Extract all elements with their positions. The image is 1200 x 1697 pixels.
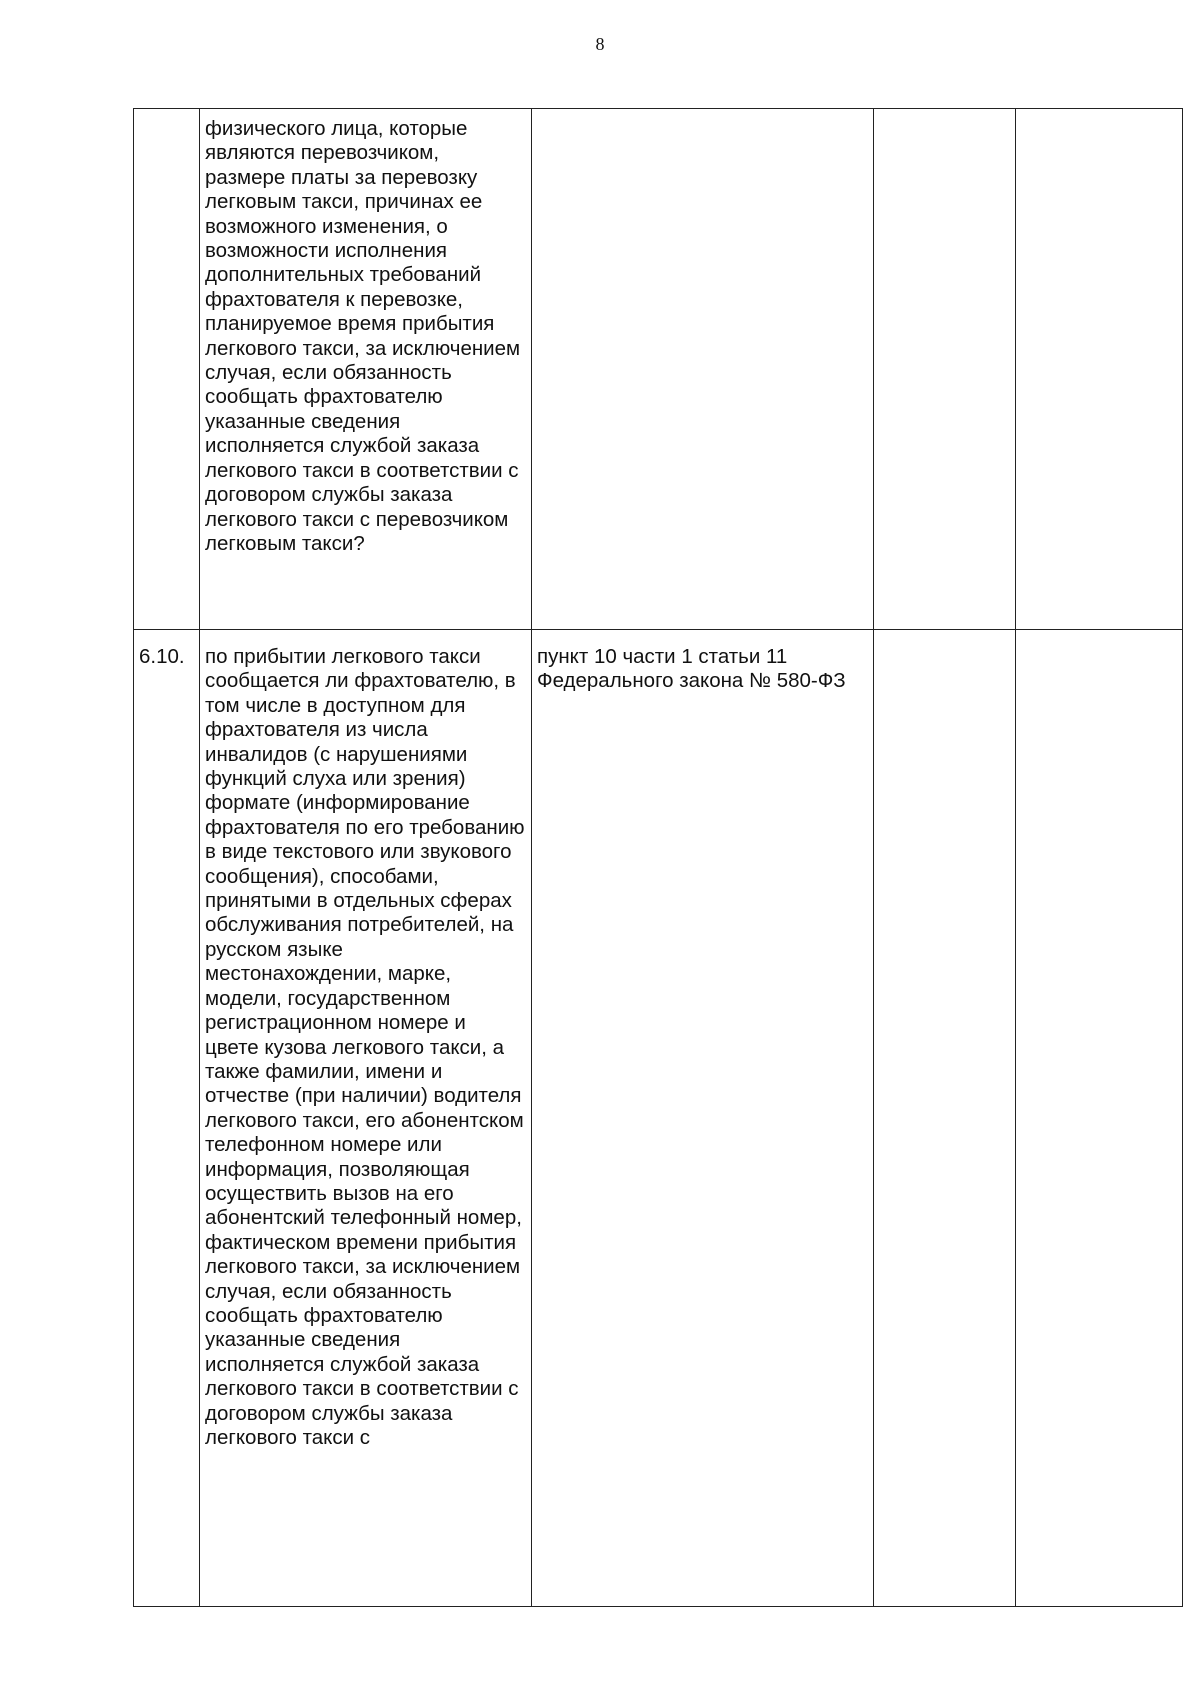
checklist-table [133,108,1183,1607]
question-cell: физического лица, которые являются перевозчиком, размере платы за перевозку легковым такси, причинах ее возможного изменения, о возможности исполнения дополнительных требований фрахтователя к перевозке, планируемое время прибытия легкового такси, за исключением случая, если обязанность сообщать фрахтователю указанные сведения исполняется службой заказа легкового такси в соответствии с договором службы заказа легкового такси с перевозчиком легковым такси? [200,109,532,630]
question-cell: по прибытии легкового такси сообщается ли фрахтователю, в том числе в доступном для фрахтователя из числа инвалидов (с нарушениями функций слуха или зрения) формате (информирование фрахтователя по его требованию в виде текстового или звукового сообщения), способами, принятыми в отдельных сферах обслуживания потребителей, на русском языке местонахождении, марке, модели, государственном регистрационном номере и цвете кузова легкового такси, а также фамилии, имени и отчестве (при наличии) водителя легкового такси, его абонентском телефонном номере или информация, позволяющая осуществить вызов на его абонентский телефонный номер, фактическом времени прибытия легкового такси, за исключением случая, если обязанность сообщать фрахтователю указанные сведения исполняется службой заказа легкового такси в соответствии с договором службы заказа легкового такси с [200,630,532,1607]
note-cell [1016,630,1183,1607]
answer-cell [874,630,1016,1607]
table-row [134,630,1183,1607]
note-cell [1016,109,1183,630]
item-number-cell [134,109,200,630]
page-number: 8 [595,34,605,54]
item-number-cell: 6.10. [134,630,200,1607]
legal-basis-cell: пункт 10 части 1 статьи 11 Федерального закона № 580-ФЗ [532,630,874,1607]
table-row [134,109,1183,630]
legal-basis-cell [532,109,874,630]
answer-cell [874,109,1016,630]
